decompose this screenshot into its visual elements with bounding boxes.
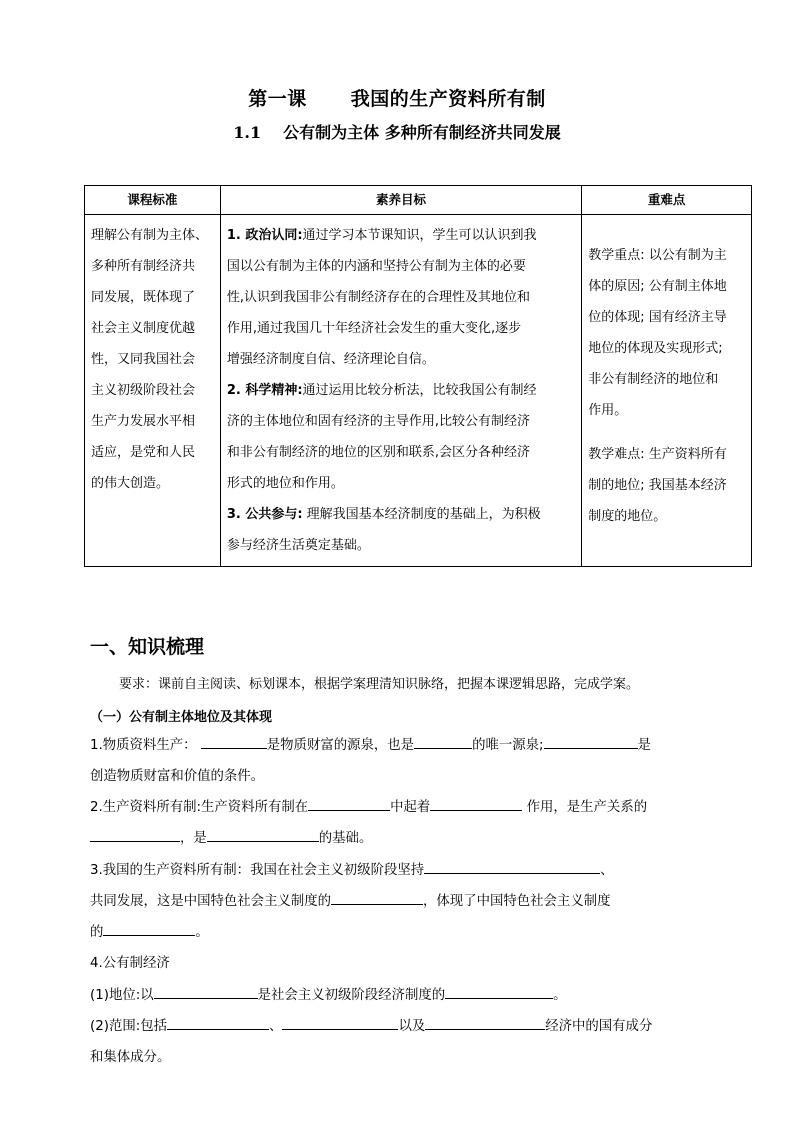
item-text: ，是 — [180, 831, 207, 846]
item-2 — [90, 792, 706, 854]
difficult-points — [588, 439, 748, 532]
item-text: 3.我国的生产资料所有制：我国在社会主义初级阶段坚持 — [90, 863, 425, 878]
fill-blank[interactable] — [201, 734, 267, 749]
item-text: 是社会主义初级阶段经济制度的 — [257, 988, 446, 1003]
fill-blank[interactable] — [430, 796, 522, 811]
standard-line: 主义初级阶段社会 — [91, 383, 196, 398]
requirement-text: 要求：课前自主阅读、标划课本，根据学案理清知识脉络，把握本课逻辑思路，完成学案。 — [119, 677, 640, 692]
table-body-row — [85, 215, 752, 567]
lesson-title-text: 我国的生产资料所有制 — [350, 88, 546, 110]
key-points-cell — [582, 215, 752, 567]
goal-text: 通过运用比较分析法，比较我国公有制经 — [302, 383, 537, 398]
goal-line: 济的主体地位和固有经济的主导作用,比较公有制经济 — [226, 414, 530, 429]
key-points — [588, 240, 748, 426]
goal-label-science: 2. 科学精神: — [226, 383, 303, 398]
item-text: 是 — [637, 738, 651, 753]
fill-blank[interactable] — [308, 796, 390, 811]
key-line: 教学重点: 以公有制为主 — [588, 248, 727, 263]
item-text: 、 — [600, 863, 614, 878]
goal-line: 性,认识到我国非公有制经济存在的合理性及其地位和 — [226, 290, 530, 305]
item-text: (2)范围:包括 — [90, 1019, 168, 1034]
item-text: 的唯一源泉; — [472, 738, 544, 753]
subsection-heading: （一）公有制主体地位及其体现 — [90, 710, 273, 725]
standard-line: 多种所有制经济共 — [91, 259, 196, 274]
item-6 — [90, 1011, 706, 1073]
item-text: 。 — [553, 988, 567, 1003]
fill-blank[interactable] — [103, 921, 195, 936]
key-line: 非公有制经济的地位和 — [588, 372, 719, 387]
key-line: 作用。 — [588, 403, 628, 418]
fill-blank[interactable] — [167, 1015, 269, 1030]
goal-line: 和非公有制经济的地位的区别和联系,会区分各种经济 — [226, 445, 530, 460]
goals-cell — [220, 215, 581, 567]
goal-label-participation: 3. 公共参与: — [226, 507, 303, 522]
standard-line: 同发展，既体现了 — [91, 290, 196, 305]
header-standard: 课程标准 — [85, 186, 221, 215]
section-title — [0, 120, 794, 143]
item-1 — [90, 730, 706, 792]
fill-blank[interactable] — [282, 1015, 398, 1030]
item-text: 的基础。 — [318, 831, 373, 846]
item-text: 2.生产资料所有制:生产资料所有制在 — [90, 800, 309, 815]
standard-cell — [85, 215, 221, 567]
difficulty-line: 制的地位; 我国基本经济 — [588, 478, 727, 493]
item-4: 4.公有制经济 — [90, 956, 170, 971]
fill-blank[interactable] — [331, 890, 423, 905]
goal-line: 国以公有制为主体的内涵和坚持公有制为主体的必要 — [226, 259, 526, 274]
header-key-points: 重难点 — [582, 186, 752, 215]
key-line: 体的原因; 公有制主体地 — [588, 279, 727, 294]
standard-line: 理解公有制为主体、 — [91, 228, 209, 243]
standard-line: 生产力发展水平相 — [91, 414, 196, 429]
goal-line: 增强经济制度自信、经济理论自信。 — [226, 352, 435, 367]
item-text: 共同发展，这是中国特色社会主义制度的 — [90, 894, 332, 909]
item-text: ，体现了中国特色社会主义制度 — [423, 894, 611, 909]
key-line: 位的体现; 国有经济主导 — [588, 310, 727, 325]
item-text: 以及 — [398, 1019, 426, 1034]
item-text: 和集体成分。 — [90, 1050, 171, 1065]
item-text: (1)地位:以 — [90, 988, 154, 1003]
fill-blank[interactable] — [445, 984, 553, 999]
fill-blank[interactable] — [544, 734, 638, 749]
standard-line: 适应，是党和人民 — [91, 445, 196, 460]
section-number: 1.1 — [233, 123, 262, 142]
item-text: 中起着 — [390, 800, 431, 815]
item-text: 的 — [90, 925, 104, 940]
standard-line: 的伟大创造。 — [91, 476, 170, 491]
item-text: 。 — [195, 925, 209, 940]
goal-label-political: 1. 政治认同: — [226, 228, 303, 243]
fill-blank[interactable] — [414, 734, 472, 749]
key-line: 地位的体现及实现形式; — [588, 341, 723, 356]
item-text: 创造物质财富和价值的条件。 — [90, 769, 265, 784]
standard-line: 性，又同我国社会 — [91, 352, 196, 367]
goal-text: 通过学习本节课知识，学生可以认识到我 — [302, 228, 537, 243]
section-title-text: 公有制为主体 多种所有制经济共同发展 — [283, 123, 561, 142]
item-text: 1.物质资料生产： — [90, 738, 197, 753]
section-heading: 一、知识梳理 — [90, 636, 205, 658]
item-text: 、 — [269, 1019, 283, 1034]
fill-blank[interactable] — [207, 827, 319, 842]
goal-line — [227, 499, 578, 530]
item-text: 作用，是生产关系的 — [522, 800, 648, 815]
lesson-title — [0, 84, 794, 111]
difficulty-line: 教学难点: 生产资料所有 — [588, 447, 727, 462]
header-goals: 素养目标 — [220, 186, 581, 215]
fill-blank[interactable] — [424, 859, 600, 874]
fill-blank[interactable] — [90, 827, 180, 842]
standard-line: 社会主义制度优越 — [91, 321, 196, 336]
goal-line: 参与经济生活奠定基础。 — [226, 538, 370, 553]
table-header-row — [85, 186, 752, 215]
item-text: 经济中的国有成分 — [545, 1019, 653, 1034]
item-text: 是物质财富的源泉，也是 — [266, 738, 415, 753]
goal-line: 形式的地位和作用。 — [226, 476, 344, 491]
curriculum-table — [84, 185, 752, 567]
fill-blank[interactable] — [154, 984, 258, 999]
goal-line — [227, 375, 578, 406]
goal-line — [227, 220, 578, 251]
goal-line: 作用,通过我国几十年经济社会发生的重大变化,逐步 — [226, 321, 522, 336]
item-5 — [90, 980, 706, 1011]
goal-text: 理解我国基本经济制度的基础上，为积极 — [302, 507, 541, 522]
lesson-number: 第一课 — [248, 88, 307, 110]
difficulty-line: 制度的地位。 — [588, 509, 667, 524]
item-3 — [90, 855, 706, 948]
fill-blank[interactable] — [425, 1015, 545, 1030]
